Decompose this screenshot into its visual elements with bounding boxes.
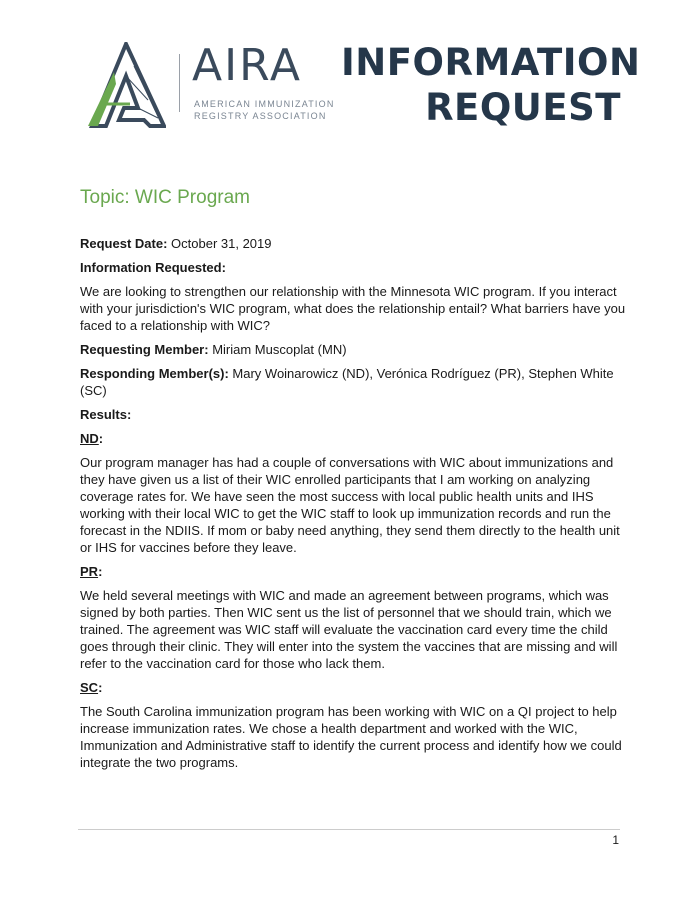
responding-members-label: Responding Member(s):	[80, 366, 229, 381]
logo-tagline	[194, 98, 354, 122]
request-date	[80, 235, 626, 252]
topic-heading: Topic: WIC Program	[80, 187, 250, 208]
info-requested-text: We are looking to strengthen our relationship with the Minnesota WIC program. If you interact with your jurisdiction's WIC program, what does the relationship entail? What barriers have you faced to a relationship with WIC?	[80, 284, 626, 333]
requesting-member	[80, 341, 626, 358]
info-requested-label: Information Requested:	[80, 260, 226, 275]
response-text-sc: The South Carolina immunization program has been working with WIC on a QI project to help increase immunization rates. We chose a health department and worked with the WIC, Immunization and Administrative staff to identify the current process and identify how we could integrate the two programs.	[80, 704, 622, 770]
response-heading-nd: ND:	[80, 431, 104, 446]
responding-members	[80, 365, 626, 399]
results-label: Results:	[80, 407, 132, 422]
response-heading-sc: SC:	[80, 680, 103, 695]
requesting-member-value: Miriam Muscoplat (MN)	[208, 342, 347, 357]
response-text-nd: Our program manager has had a couple of conversations with WIC about immunizations and they have given us a list of their WIC enrolled participants that I am working on analyzing coverage rates for. We have seen the most success with local public health units and IHS working with their local WIC to get the WIC staff to look up immunization records and run the forecast in the NDIIS. If mom or baby need anything, they send them directly to the health unit or IHS for vaccines before they leave.	[80, 455, 620, 555]
requesting-member-label: Requesting Member:	[80, 342, 209, 357]
response-heading-pr: PR:	[80, 564, 103, 579]
request-body	[80, 235, 626, 778]
aira-logo-mark-icon	[86, 42, 166, 128]
title-line-2: REQUEST	[425, 86, 621, 129]
logo-divider	[179, 54, 180, 112]
logo-tagline-line-1: AMERICAN IMMUNIZATION	[194, 99, 335, 109]
request-date-label: Request Date:	[80, 236, 168, 251]
logo-wordmark: AIRA	[192, 40, 302, 91]
page-number: 1	[612, 833, 619, 847]
title-line-1: INFORMATION	[341, 41, 641, 84]
responding-members-value: Mary Woinarowicz (ND), Verónica Rodríguez (PR), Stephen White (SC)	[80, 366, 614, 398]
response-text-pr: We held several meetings with WIC and made an agreement between programs, which was signed by both parties. Then WIC sent us the list of personnel that we should train, which we trained. The agreement was WIC staff will evaluate the vaccination card every time the child goes through their clinic. They will enter into the system the vaccines that are missing and will refer to the vaccination card for those who lack them.	[80, 588, 618, 671]
aira-logo	[86, 42, 336, 132]
footer-divider	[78, 829, 620, 830]
document-title	[341, 40, 641, 130]
logo-tagline-line-2: REGISTRY ASSOCIATION	[194, 111, 327, 121]
request-date-value: October 31, 2019	[167, 236, 272, 251]
